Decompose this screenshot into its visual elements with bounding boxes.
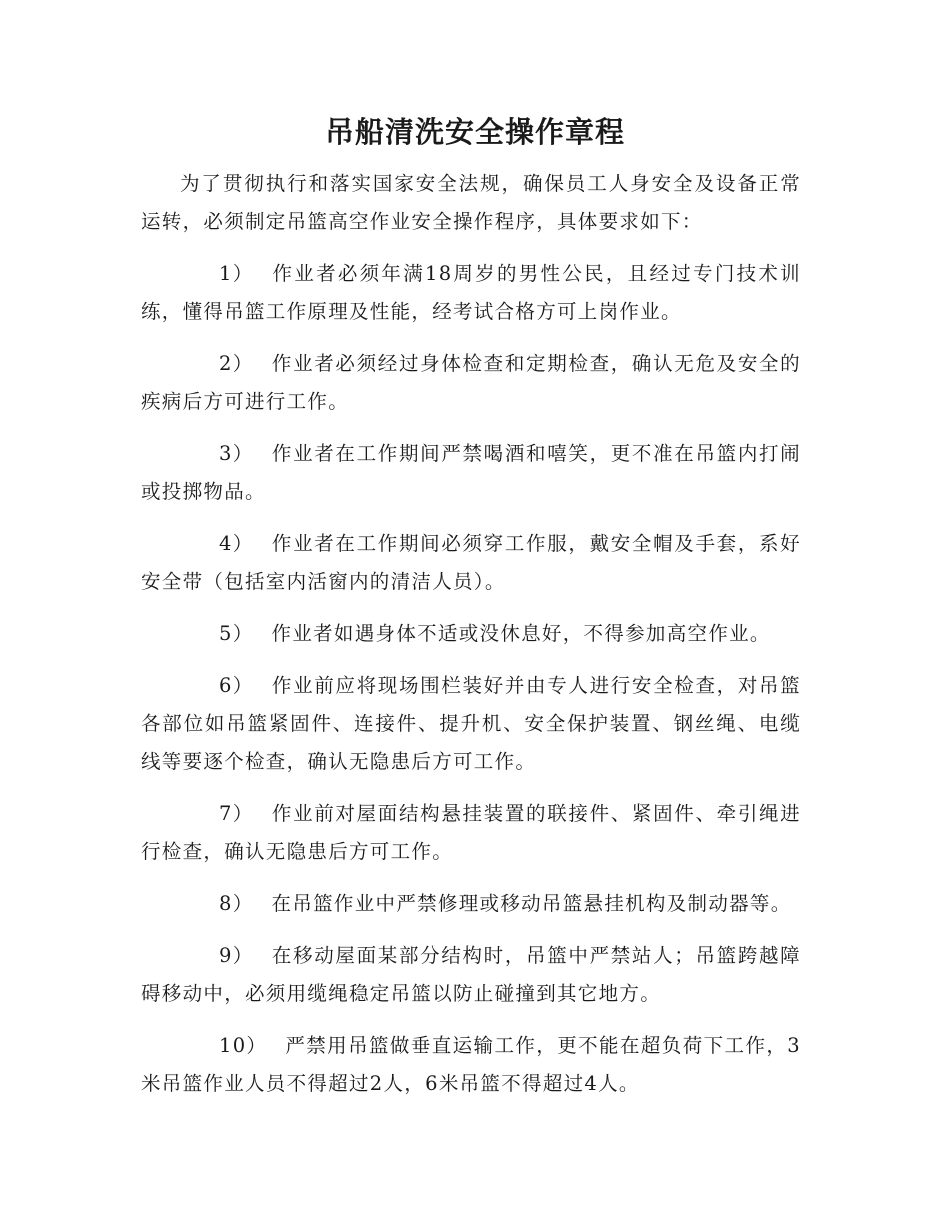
rule-item-8 xyxy=(141,885,801,923)
rule-text: 作业前对屋面结构悬挂装置的联接件、紧固件、牵引绳进行检查，确认无隐患后方可工作。 xyxy=(141,802,801,863)
rule-text: 作业前应将现场围栏装好并由专人进行安全检查，对吊篮各部位如吊篮紧固件、连接件、提升机、安全保护装置、钢丝绳、电缆线等要逐个检查，确认无隐患后方可工作。 xyxy=(141,674,801,773)
rule-item-9 xyxy=(141,937,801,1013)
intro-paragraph: 为了贯彻执行和落实国家安全法规，确保员工人身安全及设备正常运转，必须制定吊篮高空作业安全操作程序，具体要求如下： xyxy=(141,172,801,233)
rule-item-4 xyxy=(141,525,801,601)
rule-text: 在吊篮作业中严禁修理或移动吊篮悬挂机构及制动器等。 xyxy=(271,892,792,915)
rule-number: 2） xyxy=(219,352,254,375)
rule-item-3 xyxy=(141,435,801,511)
rule-item-7 xyxy=(141,795,801,871)
rule-text: 作业者如遇身体不适或没休息好，不得参加高空作业。 xyxy=(271,622,771,645)
rule-text: 作业者在工作期间严禁喝酒和嘻笑，更不准在吊篮内打闹或投掷物品。 xyxy=(141,442,801,503)
rule-text: 在移动屋面某部分结构时，吊篮中严禁站人；吊篮跨越障碍移动中，必须用缆绳稳定吊篮以防止碰撞到其它地方。 xyxy=(141,944,801,1005)
rule-text: 作业者必须经过身体检查和定期检查，确认无危及安全的疾病后方可进行工作。 xyxy=(141,352,801,413)
rule-number: 7） xyxy=(219,802,254,825)
rule-text: 作业者必须年满18周岁的男性公民，且经过专门技术训练，懂得吊篮工作原理及性能，经考试合格方可上岗作业。 xyxy=(141,262,801,323)
rule-item-2 xyxy=(141,345,801,421)
rule-text: 作业者在工作期间必须穿工作服，戴安全帽及手套，系好安全带（包括室内活窗内的清洁人员）。 xyxy=(141,532,801,593)
rule-item-1 xyxy=(141,255,801,331)
rule-item-10 xyxy=(141,1027,801,1103)
rule-number: 1） xyxy=(219,262,254,285)
rule-item-5 xyxy=(141,615,801,653)
rule-number: 9） xyxy=(219,944,254,967)
rule-number: 3） xyxy=(219,442,254,465)
rule-item-6 xyxy=(141,667,801,781)
document-body xyxy=(141,165,801,1117)
rule-number: 10） xyxy=(219,1034,268,1057)
rule-text: 严禁用吊篮做垂直运输工作，更不能在超负荷下工作，3米吊篮作业人员不得超过2人，6米吊篮不得超过4人。 xyxy=(141,1034,801,1095)
rule-number: 8） xyxy=(219,892,254,915)
rule-number: 5） xyxy=(219,622,254,645)
document-title: 吊船清洗安全操作章程 xyxy=(324,115,625,149)
rule-number: 6） xyxy=(219,674,254,697)
rule-number: 4） xyxy=(219,532,254,555)
